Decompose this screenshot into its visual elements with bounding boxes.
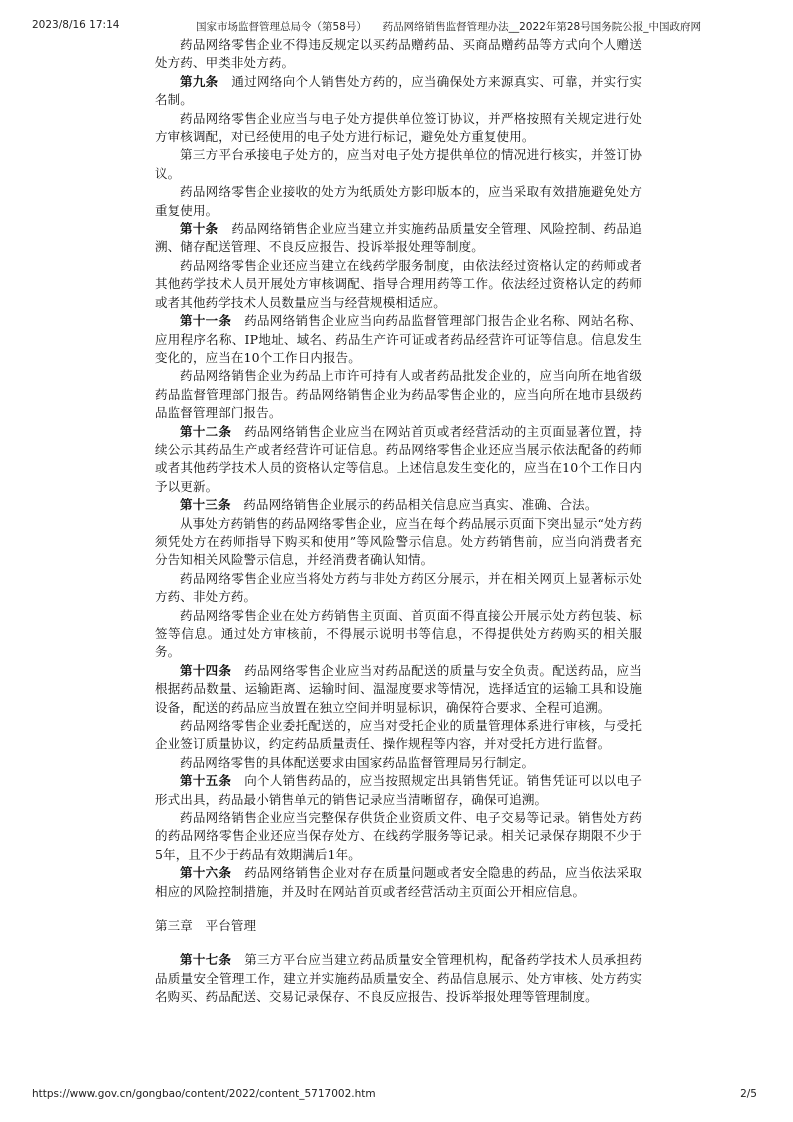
article-number: 第九条	[180, 73, 219, 89]
body-paragraph	[155, 183, 642, 220]
body-paragraph	[155, 257, 642, 312]
article-number: 第十六条	[180, 865, 232, 881]
paragraph-text: 药品网络零售企业在处方药销售主页面、首页面不得直接公开展示处方药包装、标签等信息。通过处方审核前，不得展示说明书等信息，不得提供处方药购买的相关服务。	[155, 607, 642, 660]
article-number: 第十三条	[180, 497, 231, 513]
article-list	[155, 36, 642, 901]
paragraph-text: 药品网络零售企业应当对药品配送的质量与安全负责。配送药品，应当根据药品数量、运输距离、运输时间、温湿度要求等情况，选择适宜的运输工具和设施设备，配送的药品应当放置在独立空间并明显标识，确保符合要求、全程可追溯。	[155, 662, 642, 715]
paragraph-text: 药品网络零售企业委托配送的，应当对受托企业的质量管理体系进行审核，与受托企业签订质量协议，约定药品质量责任、操作规程等内容，并对受托方进行监督。	[155, 718, 642, 752]
article-number: 第十五条	[180, 773, 232, 789]
paragraph-text: 药品网络销售企业应当向药品监督管理部门报告企业名称、网站名称、应用程序名称、IP地址、域名、药品生产许可证或者药品经营许可证等信息。信息发生变化的，应当在10个工作日内报告。	[155, 313, 642, 365]
paragraph-text: 药品网络零售企业接收的处方为纸质处方影印版本的，应当采取有效措施避免处方重复使用。	[155, 184, 642, 218]
article-paragraph	[155, 312, 642, 367]
chapter-heading: 第三章 平台管理	[155, 918, 257, 934]
body-paragraph	[155, 809, 642, 864]
paragraph-text: 药品网络零售企业不得违反规定以买药品赠药品、买商品赠药品等方式向个人赠送处方药、甲类非处方药。	[155, 37, 642, 71]
print-page-number: 2/5	[740, 1088, 757, 1100]
article-paragraph	[155, 864, 642, 901]
article-number: 第十二条	[180, 423, 232, 439]
body-paragraph	[155, 36, 642, 73]
article-paragraph	[155, 423, 642, 497]
body-paragraph	[155, 367, 642, 422]
document-body	[155, 36, 642, 1006]
article-number: 第十条	[180, 221, 219, 237]
body-paragraph	[155, 754, 642, 772]
paragraph-text: 药品网络销售企业应当建立并实施药品质量安全管理、风险控制、药品追溯、储存配送管理、不良反应报告、投诉举报处理等制度。	[155, 221, 642, 255]
paragraph-text: 通过网络向个人销售处方药的，应当确保处方来源真实、可靠，并实行实名制。	[155, 73, 642, 108]
paragraph-text: 药品网络零售企业应当与电子处方提供单位签订协议，并严格按照有关规定进行处方审核调配，对已经使用的电子处方进行标记，避免处方重复使用。	[155, 110, 642, 145]
body-paragraph	[155, 570, 642, 607]
print-source-url: https://www.gov.cn/gongbao/content/2022/content_5717002.htm	[32, 1088, 376, 1100]
print-page-title: 国家市场监督管理总局令（第58号） 药品网络销售监督管理办法__2022年第28号国务院公报_中国政府网	[196, 21, 701, 33]
paragraph-text: 药品网络零售企业还应当建立在线药学服务制度，由依法经过资格认定的药师或者其他药学技术人员开展处方审核调配、指导合理用药等工作。依法经过资格认定的药师或者其他药学技术人员数量应当与经营规模相适应。	[155, 257, 642, 310]
paragraph-text: 向个人销售药品的，应当按照规定出具销售凭证。销售凭证可以以电子形式出具，药品最小销售单元的销售记录应当清晰留存，确保可追溯。	[155, 773, 642, 807]
article-paragraph	[155, 496, 642, 514]
paragraph-text: 药品网络零售企业应当将处方药与非处方药区分展示，并在相关网页上显著标示处方药、非处方药。	[155, 570, 642, 605]
paragraph-text: 第三方平台应当建立药品质量安全管理机构，配备药学技术人员承担药品质量安全管理工作，建立并实施药品质量安全、药品信息展示、处方审核、处方药实名购买、药品配送、交易记录保存、不良反应报告、投诉举报处理等管理制度。	[155, 952, 642, 1004]
article-paragraph	[155, 220, 642, 257]
body-paragraph	[155, 717, 642, 754]
article-paragraph	[155, 73, 642, 110]
article-number: 第十四条	[180, 662, 232, 678]
body-paragraph	[155, 146, 642, 183]
body-paragraph	[155, 515, 642, 570]
body-paragraph	[155, 110, 642, 147]
article-paragraph	[155, 951, 642, 1006]
paragraph-text: 药品网络销售企业为药品上市许可持有人或者药品批发企业的，应当向所在地省级药品监督管理部门报告。药品网络销售企业为药品零售企业的，应当向所在地市县级药品监督管理部门报告。	[155, 368, 642, 421]
article-paragraph	[155, 772, 642, 809]
paragraph-text: 药品网络销售企业应当完整保存供货企业资质文件、电子交易等记录。销售处方药的药品网络零售企业还应当保存处方、在线药学服务等记录。相关记录保存期限不少于5年，且不少于药品有效期满后1年。	[155, 810, 642, 862]
paragraph-text: 第三方平台承接电子处方的，应当对电子处方提供单位的情况进行核实，并签订协议。	[155, 147, 642, 181]
paragraph-text: 药品网络零售的具体配送要求由国家药品监督管理局另行制定。	[180, 754, 535, 770]
body-paragraph	[155, 607, 642, 662]
article-number: 第十七条	[180, 952, 232, 968]
paragraph-text: 从事处方药销售的药品网络零售企业，应当在每个药品展示页面下突出显示“处方药须凭处方在药师指导下购买和使用”等风险警示信息。处方药销售前，应当向消费者充分告知相关风险警示信息，并经消费者确认知情。	[155, 515, 642, 568]
article-list-after	[155, 951, 642, 1006]
paragraph-text: 药品网络销售企业应当在网站首页或者经营活动的主页面显著位置，持续公示其药品生产或者经营许可证信息。药品网络零售企业还应当展示依法配备的药师或者其他药学技术人员的资格认定等信息。上述信息发生变化的，应当在10个工作日内予以更新。	[155, 423, 642, 494]
article-paragraph	[155, 662, 642, 717]
paragraph-text: 药品网络销售企业对存在质量问题或者安全隐患的药品，应当依法采取相应的风险控制措施，并及时在网站首页或者经营活动主页面公开相应信息。	[155, 865, 642, 899]
print-datetime: 2023/8/16 17:14	[32, 19, 120, 31]
article-number: 第十一条	[180, 313, 232, 329]
paragraph-text: 药品网络销售企业展示的药品相关信息应当真实、准确、合法。	[243, 497, 598, 513]
